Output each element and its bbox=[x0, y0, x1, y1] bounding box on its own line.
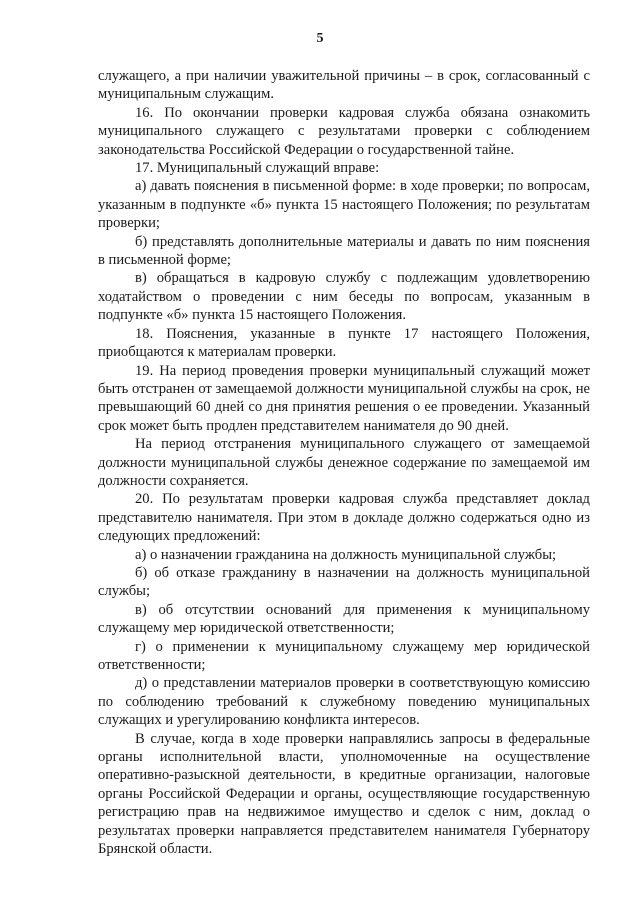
paragraph-item-17-a: а) давать пояснения в письменной форме: в ходе проверки; по вопросам, указанным в подпункте «б» пункта 15 настоящего Положения; по результатам проверки; bbox=[98, 178, 590, 232]
paragraph-item-17: 17. Муниципальный служащий вправе: bbox=[135, 160, 380, 177]
paragraph-item-16: 16. По окончании проверки кадровая служба обязана ознакомить муниципального служащего с результатами проверки с соблюдением законодательства Российской Федерации о государственной тайне. bbox=[98, 104, 590, 158]
paragraph-item-20-a: а) о назначении гражданина на должность муниципальной службы; bbox=[135, 546, 557, 563]
paragraph-item-19-suspension: На период отстранения муниципального служащего от замещаемой должности муниципальной службы денежное содержание по замещаемой им должности сохраняется. bbox=[98, 436, 590, 489]
paragraph-item-20-g: г) о применении к муниципальному служащему мер юридической ответственности; bbox=[98, 638, 590, 673]
paragraph-item-20-b: б) об отказе гражданину в назначении на должность муниципальной службы; bbox=[98, 564, 590, 600]
document-body bbox=[98, 67, 590, 858]
page-number: 5 bbox=[316, 31, 324, 46]
paragraph-item-19: 19. На период проведения проверки муниципальный служащий может быть отстранен от замещаемой должности муниципальной службы на срок, не превышающий 60 дней со дня принятия решения о ее проведении. Указанный срок может быть продлен представителем нанимателя до 90 дней. bbox=[98, 362, 590, 434]
paragraph-item-18: 18. Пояснения, указанные в пункте 17 настоящего Положения, приобщаются к материалам проверки. bbox=[98, 325, 590, 361]
paragraph-item-20-d: д) о представлении материалов проверки в соответствующую комиссию по соблюдению требований к служебному поведению муниципальных служащих и урегулированию конфликта интересов. bbox=[98, 675, 590, 729]
paragraph-item-20-v: в) об отсутствии оснований для применения к муниципальному служащему мер юридической ответственности; bbox=[98, 601, 590, 637]
paragraph-item-17-v: в) обращаться в кадровую службу с подлежащим удовлетворению ходатайством о проведении с ним беседы по вопросам, указанным в подпункте «б» пункта 15 настоящего Положения. bbox=[98, 270, 590, 324]
paragraph-final-report: В случае, когда в ходе проверки направлялись запросы в федеральные органы исполнительной власти, уполномоченные на осуществление оперативно-разыскной деятельности, в кредитные организации, налоговые органы Российской Федерации и органы, осуществляющие государственную регистрацию прав на недвижимое имущество и сделок с ним, доклад о результатах проверки направляется представителем нанимателя Губернатору Брянской области. bbox=[98, 730, 590, 858]
paragraph-item-20: 20. По результатам проверки кадровая служба представляет доклад представителю нанимателя. При этом в докладе должно содержаться одно из следующих предложений: bbox=[98, 491, 590, 545]
paragraph-item-17-b: б) представлять дополнительные материалы и давать по ним пояснения в письменной форме; bbox=[98, 233, 590, 269]
paragraph-continuation: служащего, а при наличии уважительной причины – в срок, согласованный с муниципальным служащим. bbox=[98, 68, 590, 103]
